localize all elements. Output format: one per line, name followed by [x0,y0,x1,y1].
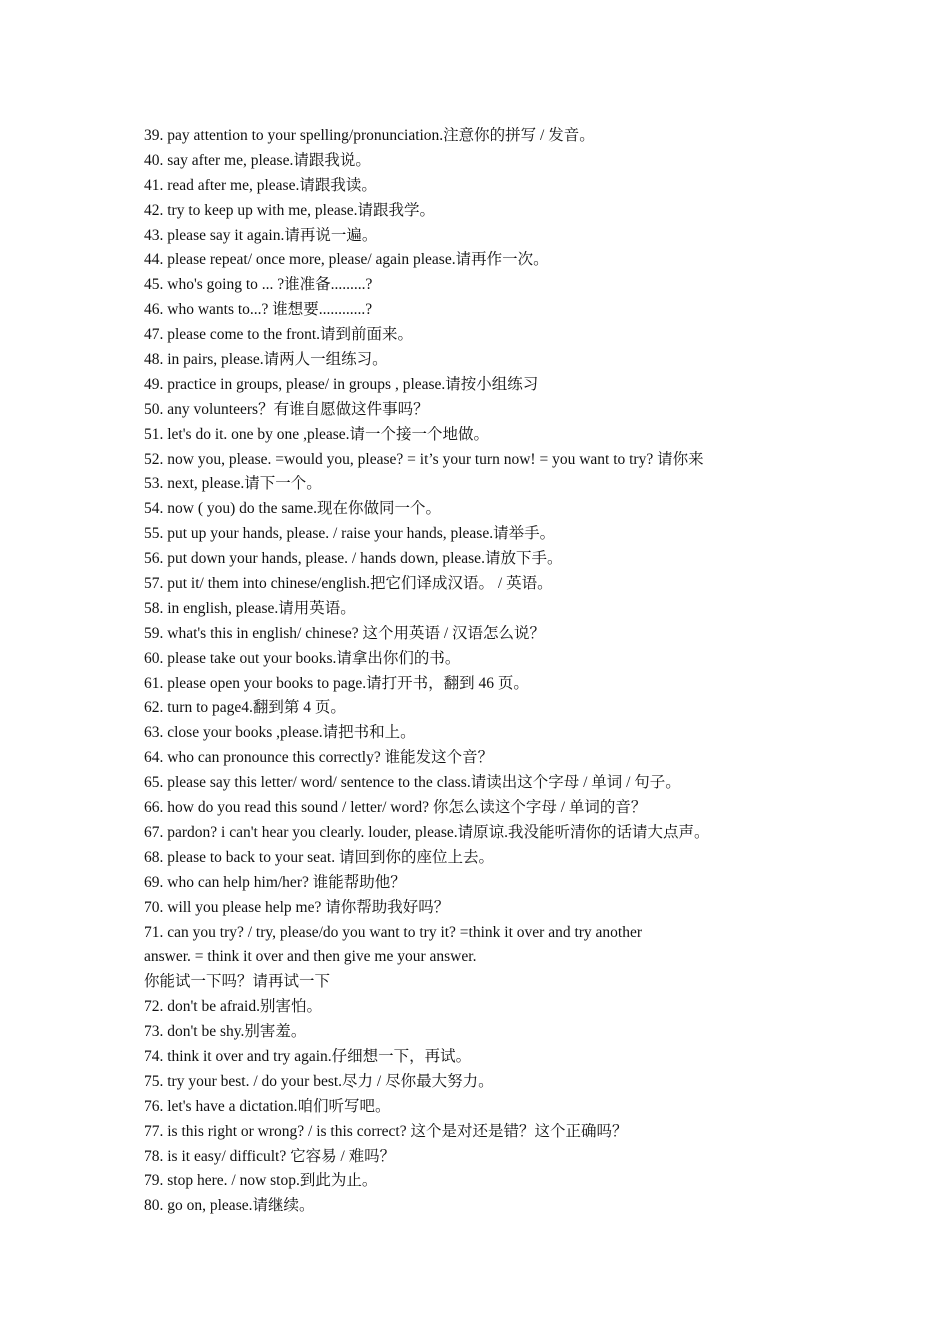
text-line: 45. who's going to ... ?谁准备.........? [144,276,373,294]
text-line: 64. who can pronounce this correctly? 谁能发这个音？ [144,749,494,767]
document-text-body [144,124,844,1219]
text-line: 58. in english, please.请用英语。 [144,599,356,617]
text-line: 70. will you please help me? 请你帮助我好吗？ [144,898,450,916]
text-line: 68. please to back to your seat. 请回到你的座位上去。 [144,848,494,866]
text-line: 67. pardon? i can't hear you clearly. louder, please.请原谅.我没能听清你的话请大点声。 [144,823,710,841]
text-line: 42. try to keep up with me, please.请跟我学。 [144,201,436,219]
text-line: 56. put down your hands, please. / hands down, please.请放下手。 [144,550,563,568]
text-line: 50. any volunteers？有谁自愿做这件事吗？ [144,400,429,418]
text-line: 53. next, please.请下一个。 [144,475,322,493]
text-line: 63. close your books ,please.请把书和上。 [144,724,416,742]
text-line: 73. don't be shy.别害羞。 [144,1023,307,1041]
text-line: 65. please say this letter/ word/ sentence to the class.请读出这个字母 / 单词 / 句子。 [144,774,681,792]
text-line: answer. = think it over and then give me your answer. [144,948,477,966]
text-line: 60. please take out your books.请拿出你们的书。 [144,649,461,667]
text-line: 66. how do you read this sound / letter/ word? 你怎么读这个字母 / 单词的音？ [144,799,647,817]
text-line: 48. in pairs, please.请两人一组练习。 [144,351,388,369]
text-line: 72. don't be afraid.别害怕。 [144,998,322,1016]
text-line: 46. who wants to...? 谁想要............? [144,301,373,319]
text-line: 54. now ( you) do the same.现在你做同一个。 [144,500,442,518]
text-line: 52. now you, please. =would you, please? = it’s your turn now! = you want to try? 请你来 [144,450,704,468]
text-line: 80. go on, please.请继续。 [144,1197,315,1215]
text-line: 62. turn to page4.翻到第 4 页。 [144,699,346,717]
text-line: 77. is this right or wrong? / is this correct? 这个是对还是错？这个正确吗？ [144,1122,628,1140]
text-line: 55. put up your hands, please. / raise your hands, please.请举手。 [144,525,556,543]
text-line: 47. please come to the front.请到前面来。 [144,326,414,344]
text-line: 39. pay attention to your spelling/pronunciation.注意你的拼写 / 发音。 [144,127,595,144]
text-line: 51. let's do it. one by one ,please.请一个接一个地做。 [144,425,490,443]
text-line: 41. read after me, please.请跟我读。 [144,176,377,194]
text-line: 43. please say it again.请再说一遍。 [144,226,378,244]
text-line: 44. please repeat/ once more, please/ again please.请再作一次。 [144,251,549,269]
text-line: 57. put it/ them into chinese/english.把它们译成汉语。 / 英语。 [144,575,553,593]
text-line: 你能试一下吗？请再试一下 [144,973,331,991]
text-line: 75. try your best. / do your best.尽力 / 尽你最大努力。 [144,1072,494,1090]
text-line: 76. let's have a dictation.咱们听写吧。 [144,1097,391,1115]
text-line: 40. say after me, please.请跟我说。 [144,151,371,169]
text-line: 69. who can help him/her? 谁能帮助他？ [144,873,406,891]
text-line: 79. stop here. / now stop.到此为止。 [144,1172,378,1190]
text-line: 61. please open your books to page.请打开书，翻到 46 页。 [144,674,529,692]
text-line: 59. what's this in english/ chinese? 这个用英语 / 汉语怎么说？ [144,624,546,642]
text-line: 78. is it easy/ difficult? 它容易 / 难吗？ [144,1147,396,1165]
text-line: 49. practice in groups, please/ in groups , please.请按小组练习 [144,375,539,393]
text-line: 74. think it over and try again.仔细想一下，再试。 [144,1047,472,1065]
text-line: 71. can you try? / try, please/do you want to try it? =think it over and try another [144,923,643,941]
